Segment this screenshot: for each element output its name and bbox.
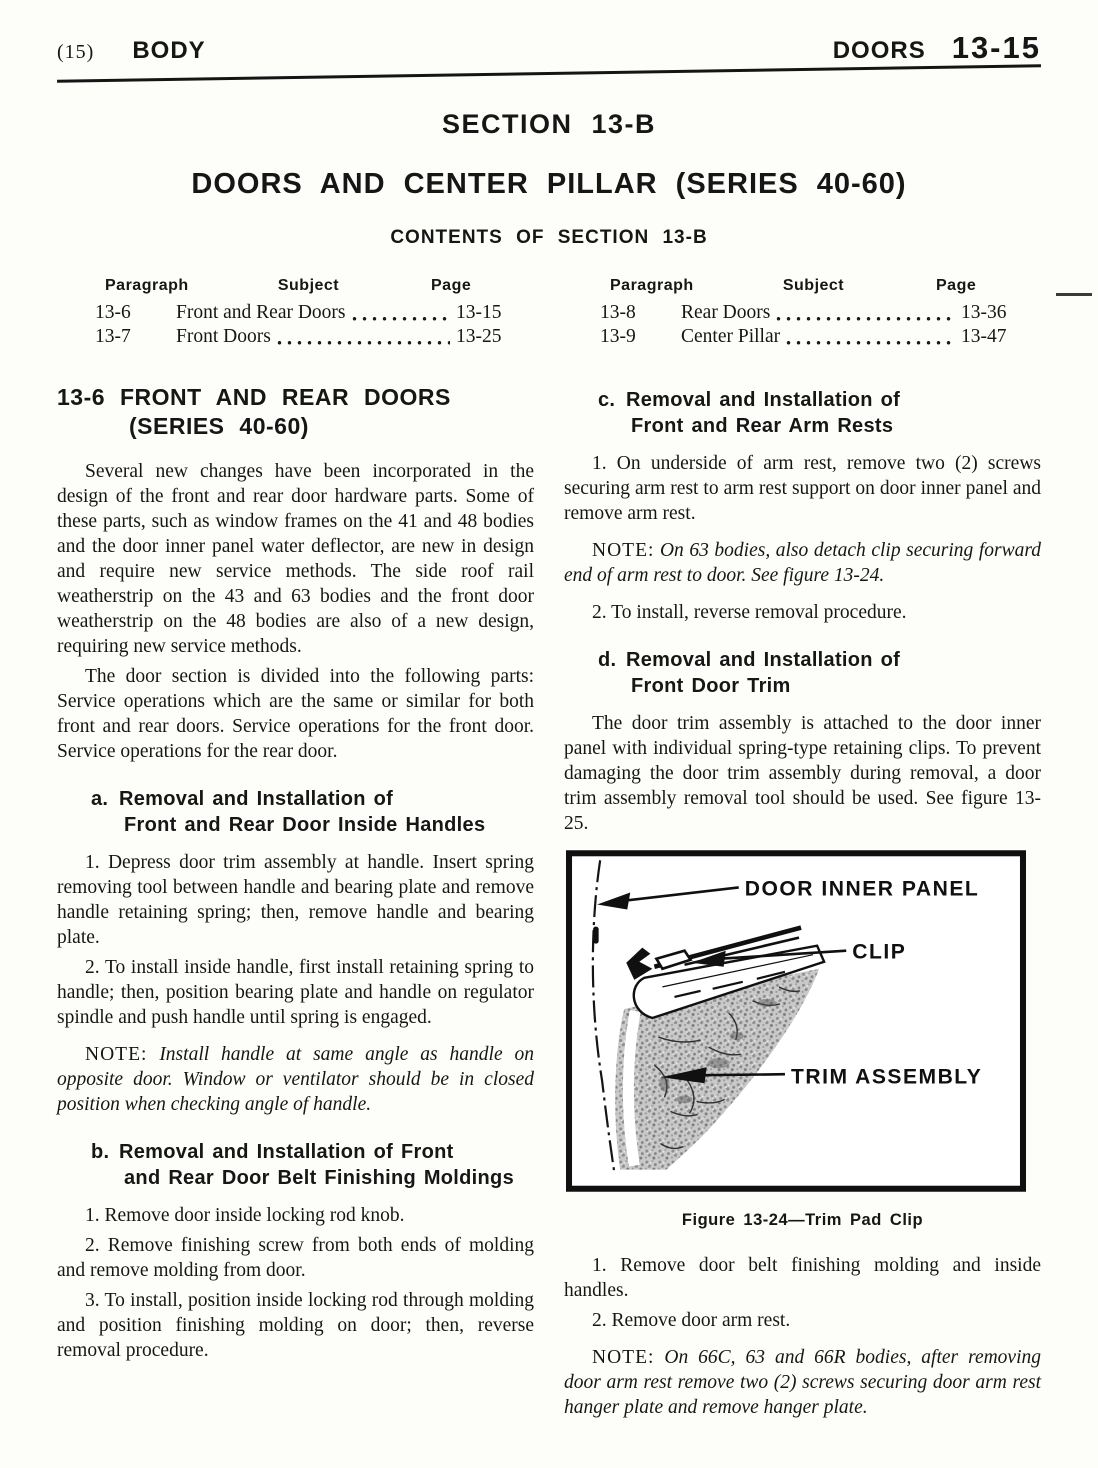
toc-subject: Front and Rear Doors xyxy=(176,302,346,323)
numbered-step: 2. Remove door arm rest. xyxy=(592,1310,791,1331)
leader-dots xyxy=(352,316,450,322)
leader-dots xyxy=(277,340,450,346)
subheading-line1: Removal and Installation of xyxy=(119,788,394,810)
header-rule xyxy=(57,64,1041,82)
toc-page-number: 13-47 xyxy=(961,326,1007,347)
subheading-letter: b. xyxy=(91,1141,110,1163)
note-text: On 66C, 63 and 66R bodies, after removing door arm rest remove two (2) screws securing door arm rest hanger plate and remove hanger plate. xyxy=(564,1347,1042,1418)
figure-label-trim-assembly: TRIM ASSEMBLY xyxy=(790,1065,983,1089)
heading-number: 13-6 xyxy=(57,384,106,410)
subheading-letter: d. xyxy=(598,649,617,671)
note-paragraph xyxy=(57,1042,534,1117)
subheading-line2: Front Door Trim xyxy=(631,675,791,697)
col-header-paragraph: Paragraph xyxy=(105,277,189,294)
toc-page-number: 13-25 xyxy=(456,326,502,347)
col-header-subject: Subject xyxy=(782,277,845,294)
toc-subject: Front Doors xyxy=(176,326,271,347)
toc-subject: Center Pillar xyxy=(681,326,781,347)
heading-text: FRONT AND REAR DOORS xyxy=(119,384,451,410)
toc-paragraph-number: 13-8 xyxy=(600,302,636,323)
toc-page-number: 13-15 xyxy=(456,302,502,323)
numbered-step: 1. Remove door inside locking rod knob. xyxy=(85,1205,405,1226)
note-paragraph xyxy=(564,1345,1041,1420)
numbered-step: 1. On underside of arm rest, remove two (2) screws securing arm rest to arm rest support on door inner panel and remove arm rest. xyxy=(564,453,1041,524)
subheading-line2: and Rear Door Belt Finishing Moldings xyxy=(124,1167,514,1189)
toc-paragraph-number: 13-9 xyxy=(600,326,636,347)
figure-label-door-inner-panel: DOOR INNER PANEL xyxy=(744,877,980,901)
paragraph: The door section is divided into the following parts: Service operations which are the same or similar for both front and rear doors. Service operations for the front door. Service operations for the rear door. xyxy=(57,666,534,762)
table-row xyxy=(95,325,522,349)
page-header xyxy=(57,30,1041,66)
col-header-page: Page xyxy=(431,277,472,294)
main-title: DOORS AND CENTER PILLAR (SERIES 40-60) xyxy=(191,168,907,200)
subheading-line1: Removal and Installation of xyxy=(626,389,901,411)
trim-callout-line xyxy=(703,1074,785,1075)
subheading-line2: Front and Rear Door Inside Handles xyxy=(124,814,486,836)
header-chapter-label: DOORS xyxy=(832,37,926,64)
table-row xyxy=(600,301,1027,325)
numbered-step: 2. To install, reverse removal procedure. xyxy=(592,602,907,623)
note-label: NOTE: xyxy=(592,540,655,561)
page-header-left xyxy=(57,37,206,65)
contents-left-group xyxy=(95,277,522,349)
panel-tick-mark xyxy=(593,927,599,944)
numbered-step: 3. To install, position inside locking rod through molding and position finishing molding on door; then, reverse removal procedure. xyxy=(57,1290,534,1361)
note-paragraph xyxy=(564,538,1041,588)
page-header-right xyxy=(833,30,1041,66)
numbered-step: 2. Remove finishing screw from both ends of molding and remove molding from door. xyxy=(57,1235,534,1281)
subheading-line1: Removal and Installation of xyxy=(626,649,901,671)
paragraph: Several new changes have been incorporated in the design of the front and rear door hardware parts. Some of these parts, such as window frames on the 41 and 48 bodies and the door inner panel water deflector, are new in design and require new service methods. The side roof rail weatherstrip on the 43 and 63 bodies and the front door weatherstrip on the 48 bodies are also of a new design, requiring new service methods. xyxy=(57,461,534,657)
section-title: SECTION 13-B xyxy=(441,109,657,139)
contents-left-headers xyxy=(95,277,522,301)
note-text: Install handle at same angle as handle on opposite door. Window or ventilator should be in closed position when checking angle of handle. xyxy=(57,1044,535,1115)
figure-caption: Figure 13-24—Trim Pad Clip xyxy=(681,1211,924,1229)
subheading-line1: Removal and Installation of Front xyxy=(119,1141,454,1163)
subheading-d xyxy=(564,647,1041,699)
toc-page-number: 13-36 xyxy=(961,302,1007,323)
table-row xyxy=(95,301,522,325)
figure-13-24 xyxy=(564,850,1041,1233)
toc-subject: Rear Doors xyxy=(681,302,771,323)
subheading-c xyxy=(564,387,1041,439)
leader-dots xyxy=(776,316,955,322)
col-header-paragraph: Paragraph xyxy=(610,277,694,294)
subheading-letter: c. xyxy=(598,389,616,411)
contents-right-headers xyxy=(600,277,1027,301)
note-text: On 63 bodies, also detach clip securing forward end of arm rest to door. See figure 13-24. xyxy=(564,540,1041,586)
subheading-a xyxy=(57,786,534,838)
table-row xyxy=(600,325,1027,349)
body-columns xyxy=(57,381,1041,1432)
contents-title: CONTENTS OF SECTION 13-B xyxy=(390,227,708,248)
contents-table xyxy=(57,277,1041,349)
paragraph: The door trim assembly is attached to the door inner panel with individual spring-type retaining clips. To prevent damaging the door trim assembly during removal, a door trim assembly removal tool should be used. See figure 13-25. xyxy=(564,713,1041,834)
col-header-page: Page xyxy=(936,277,977,294)
subheading-line2: Front and Rear Arm Rests xyxy=(631,415,894,437)
page-number-paren: (15) xyxy=(57,41,95,63)
toc-paragraph-number: 13-7 xyxy=(95,326,131,347)
heading-text-line2: (SERIES 40-60) xyxy=(129,413,309,439)
figure-label-clip: CLIP xyxy=(852,940,907,964)
left-column xyxy=(57,381,534,1432)
subheading-letter: a. xyxy=(91,788,109,810)
numbered-step: 2. To install inside handle, first install retaining spring to handle; then, position bearing plate and handle on regulator spindle and push handle until spring is engaged. xyxy=(57,957,534,1028)
figure-illustration xyxy=(566,850,1026,1192)
numbered-step: 1. Depress door trim assembly at handle. Insert spring removing tool between handle and bearing plate and remove handle retaining spring; then, remove handle and bearing plate. xyxy=(57,852,534,948)
heading-13-6 xyxy=(57,383,534,441)
header-section-label: BODY xyxy=(132,37,206,64)
contents-right-group xyxy=(600,277,1027,349)
right-column xyxy=(564,381,1041,1432)
subheading-b xyxy=(57,1139,534,1191)
numbered-step: 1. Remove door belt finishing molding and inside handles. xyxy=(564,1255,1041,1301)
header-page-number: 13-15 xyxy=(951,30,1041,65)
toc-paragraph-number: 13-6 xyxy=(95,302,131,323)
col-header-subject: Subject xyxy=(277,277,340,294)
leader-dots xyxy=(786,340,955,346)
note-label: NOTE: xyxy=(85,1044,148,1065)
margin-mark xyxy=(1056,293,1092,296)
note-label: NOTE: xyxy=(592,1347,655,1368)
